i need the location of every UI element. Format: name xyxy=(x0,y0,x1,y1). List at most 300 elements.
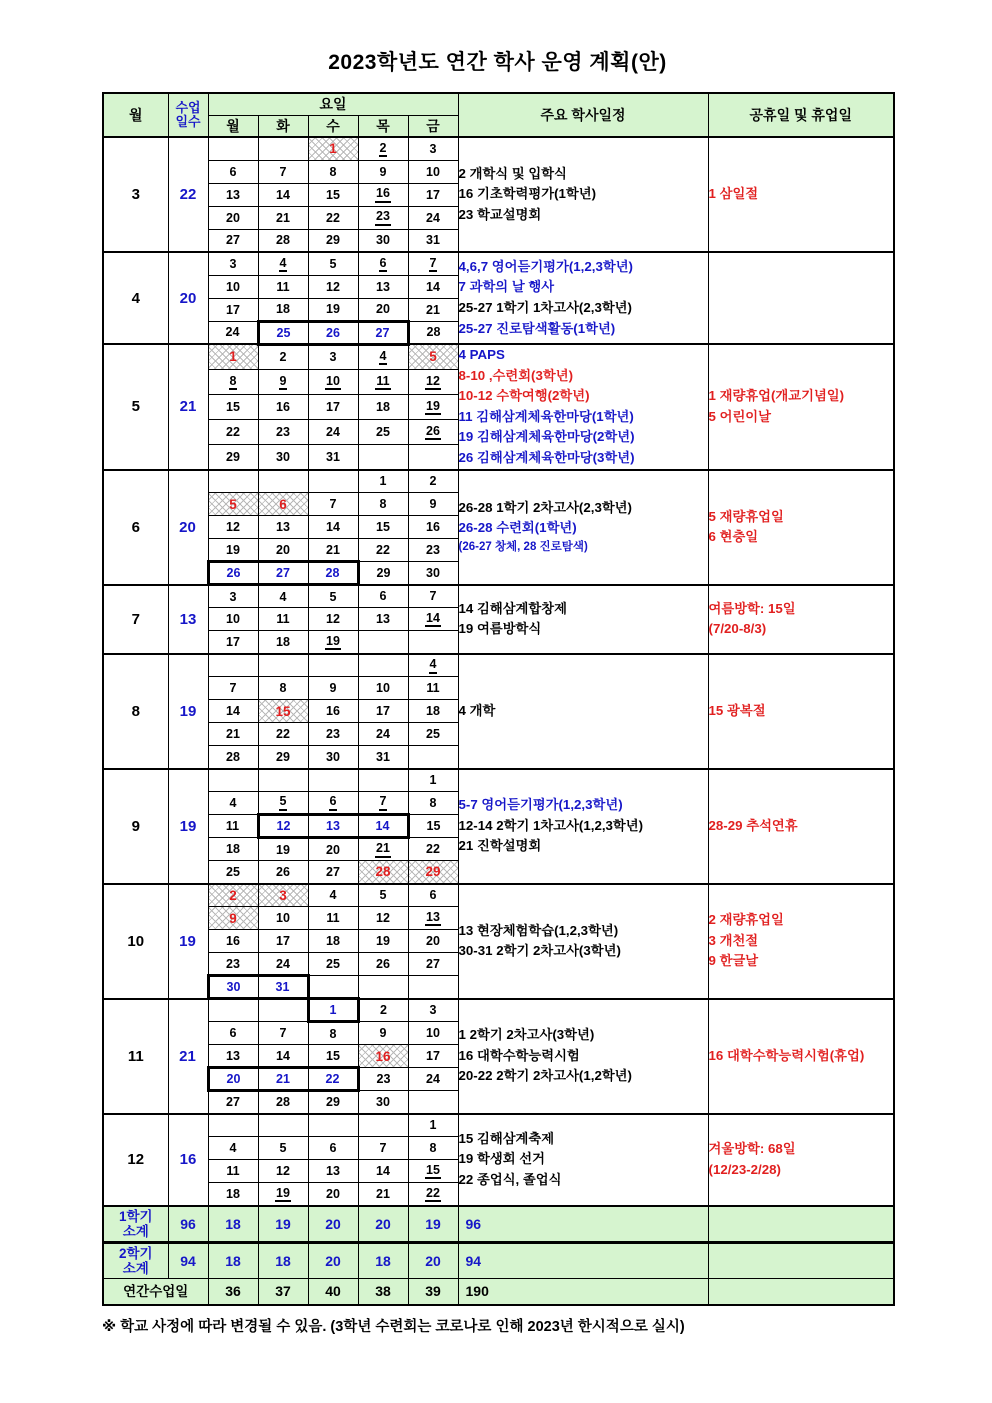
day-cell xyxy=(258,516,308,539)
day-cell xyxy=(308,321,358,344)
day-cell xyxy=(408,769,458,792)
day-cell xyxy=(408,539,458,562)
day-cell xyxy=(258,838,308,861)
day-cell-holiday xyxy=(308,137,358,160)
day-number: 6 xyxy=(429,888,437,903)
day-number: 16 xyxy=(375,1048,391,1064)
day-cell xyxy=(358,815,408,838)
day-cell xyxy=(308,746,358,769)
day-number: 24 xyxy=(225,325,240,340)
day-cell xyxy=(308,1091,358,1114)
day-cell xyxy=(308,1114,358,1137)
day-cell-holiday xyxy=(408,344,458,369)
schedule-item: 8-10 ,수련회(3학년) xyxy=(458,367,573,383)
day-number: 23 xyxy=(226,956,240,971)
day-cell xyxy=(258,631,308,654)
day-cell xyxy=(208,976,258,999)
day-cell xyxy=(208,183,258,206)
summary-label-line: 연간수업일 xyxy=(123,1283,189,1299)
day-number: 5 xyxy=(329,256,337,271)
day-cell xyxy=(208,539,258,562)
day-cell xyxy=(308,631,358,654)
day-number: 27 xyxy=(326,864,340,879)
day-cell xyxy=(258,137,308,160)
holiday-cell xyxy=(708,884,894,999)
day-cell xyxy=(408,999,458,1022)
day-number: 15 xyxy=(425,1163,441,1179)
day-number: 17 xyxy=(276,934,290,949)
day-number: 29 xyxy=(326,233,340,248)
day-number: 14 xyxy=(226,704,240,719)
day-number: 7 xyxy=(279,164,287,179)
day-number: 10 xyxy=(376,681,390,696)
day-number: 7 xyxy=(379,1141,387,1156)
day-cell xyxy=(358,654,408,677)
day-cell xyxy=(408,562,458,585)
day-number: 23 xyxy=(376,1072,391,1087)
day-cell xyxy=(408,930,458,953)
day-cell xyxy=(308,585,358,608)
schedule-cell xyxy=(458,884,708,999)
day-number: 13 xyxy=(376,279,390,294)
day-cell xyxy=(308,183,358,206)
day-number: 15 xyxy=(226,399,240,414)
day-cell xyxy=(258,677,308,700)
day-cell-holiday xyxy=(208,884,258,907)
week-row xyxy=(103,999,894,1022)
day-number: 4 xyxy=(329,888,337,903)
day-number: 21 xyxy=(376,1186,390,1201)
day-cell xyxy=(358,321,408,344)
day-number: 9 xyxy=(229,910,237,926)
day-cell xyxy=(258,275,308,298)
day-cell xyxy=(408,1137,458,1160)
schedule-item: 21 진학설명회 xyxy=(458,838,542,854)
day-cell xyxy=(308,229,358,252)
holiday-item: (7/20-8/3) xyxy=(708,621,767,637)
schedule-item: 4 PAPS xyxy=(458,347,505,362)
day-cell xyxy=(358,769,408,792)
summary-label xyxy=(103,1206,168,1243)
day-cell xyxy=(358,344,408,369)
day-cell xyxy=(208,700,258,723)
day-cell xyxy=(408,907,458,930)
day-number: 12 xyxy=(326,612,340,627)
schedule-item: 26-28 1학기 2차고사(2,3학년) xyxy=(458,499,632,515)
day-number: 12 xyxy=(226,520,240,535)
day-cell xyxy=(258,394,308,419)
col-header-holidays: 공휴일 및 휴업일 xyxy=(708,93,894,137)
day-number: 20 xyxy=(376,302,390,316)
holiday-item: 겨울방학: 68일 xyxy=(708,1141,796,1157)
day-number: 6 xyxy=(379,256,388,272)
summary-weekday-total: 18 xyxy=(258,1242,308,1278)
day-cell xyxy=(308,953,358,976)
day-cell xyxy=(358,1068,408,1091)
day-number: 26 xyxy=(226,566,241,581)
summary-schedule-total: 94 xyxy=(458,1242,708,1278)
day-number: 12 xyxy=(276,819,291,834)
day-cell xyxy=(358,1137,408,1160)
day-number: 28 xyxy=(226,749,240,764)
day-number: 4 xyxy=(229,1141,237,1156)
day-number: 9 xyxy=(329,681,337,696)
day-cell xyxy=(308,769,358,792)
day-number: 17 xyxy=(226,634,240,649)
day-cell xyxy=(208,1045,258,1068)
day-number: 8 xyxy=(229,374,238,390)
day-cell xyxy=(308,252,358,275)
day-number: 6 xyxy=(329,794,338,810)
day-number: 25 xyxy=(276,325,291,340)
day-number: 22 xyxy=(276,727,290,742)
class-days-value: 21 xyxy=(168,999,208,1114)
day-cell xyxy=(258,298,308,321)
day-cell xyxy=(258,183,308,206)
day-number: 8 xyxy=(329,164,337,179)
day-number: 11 xyxy=(276,279,290,294)
day-number: 8 xyxy=(379,497,387,512)
day-cell xyxy=(208,1183,258,1206)
day-number: 5 xyxy=(279,1141,287,1156)
day-cell xyxy=(408,1022,458,1045)
holiday-item: 9 한글날 xyxy=(708,953,759,969)
day-number: 18 xyxy=(276,634,290,649)
summary-weekday-total: 37 xyxy=(258,1279,308,1305)
weekday-header: 화 xyxy=(258,115,308,137)
holiday-item: 5 어린이날 xyxy=(708,408,771,424)
day-cell xyxy=(258,470,308,493)
summary-label-line: 소계 xyxy=(122,1223,149,1239)
summary-schedule-total: 190 xyxy=(458,1279,708,1305)
day-cell xyxy=(408,677,458,700)
day-number: 3 xyxy=(229,256,237,271)
day-cell xyxy=(258,321,308,344)
day-cell-holiday xyxy=(358,861,408,884)
day-cell xyxy=(208,1160,258,1183)
day-cell xyxy=(408,206,458,229)
day-cell xyxy=(208,585,258,608)
day-number: 2 xyxy=(229,887,237,903)
day-number: 15 xyxy=(376,520,390,535)
day-cell xyxy=(308,861,358,884)
day-cell xyxy=(258,252,308,275)
day-number: 13 xyxy=(226,1048,240,1063)
day-number: 26 xyxy=(326,325,340,340)
day-number: 4 xyxy=(279,256,288,272)
day-cell xyxy=(408,516,458,539)
day-cell xyxy=(308,1068,358,1091)
day-cell xyxy=(408,183,458,206)
weekday-header: 수 xyxy=(308,115,358,137)
day-number: 6 xyxy=(229,1026,237,1041)
day-cell xyxy=(208,516,258,539)
day-cell xyxy=(308,1045,358,1068)
day-cell xyxy=(358,1091,408,1114)
day-cell xyxy=(208,677,258,700)
day-number: 3 xyxy=(429,1003,437,1018)
day-cell xyxy=(308,608,358,631)
class-days-value: 19 xyxy=(168,654,208,769)
day-number: 21 xyxy=(426,302,440,317)
schedule-item: 5-7 영어듣기평가(1,2,3학년) xyxy=(458,797,623,813)
day-cell-holiday xyxy=(258,493,308,516)
summary-holiday-cell xyxy=(708,1206,894,1243)
week-row xyxy=(103,585,894,608)
day-number: 22 xyxy=(226,424,240,439)
day-number: 13 xyxy=(276,520,290,535)
summary-weekday-total: 18 xyxy=(208,1242,258,1278)
schedule-item: 2 개학식 및 입학식 xyxy=(458,165,567,181)
summary-label-line: 1학기 xyxy=(118,1208,153,1224)
class-days-value: 22 xyxy=(168,137,208,252)
day-cell xyxy=(308,700,358,723)
day-number: 27 xyxy=(226,233,240,248)
day-cell xyxy=(308,160,358,183)
day-cell xyxy=(258,654,308,677)
class-days-value: 19 xyxy=(168,884,208,999)
day-number: 4 xyxy=(279,589,287,604)
day-cell xyxy=(408,394,458,419)
day-cell-holiday xyxy=(208,344,258,369)
day-cell xyxy=(358,275,408,298)
day-cell xyxy=(258,976,308,999)
schedule-item: 20-22 2학기 2차고사(1,2학년) xyxy=(458,1068,632,1084)
day-cell xyxy=(208,206,258,229)
day-number: 7 xyxy=(329,497,337,512)
day-number: 16 xyxy=(426,520,440,535)
day-number: 15 xyxy=(275,703,291,719)
summary-weekday-total: 20 xyxy=(308,1206,358,1243)
day-cell xyxy=(308,369,358,394)
day-cell xyxy=(258,419,308,444)
footnote: ※ 학교 사정에 따라 변경될 수 있음. (3학년 수련회는 코로나로 인해 2023년 한시적으로 실시) xyxy=(102,1318,685,1335)
day-cell xyxy=(208,1091,258,1114)
day-cell xyxy=(258,1068,308,1091)
day-number: 8 xyxy=(329,1026,337,1041)
day-number: 12 xyxy=(276,1164,290,1179)
day-number: 30 xyxy=(276,449,290,464)
day-number: 14 xyxy=(376,1164,390,1179)
day-cell xyxy=(408,445,458,470)
day-number: 11 xyxy=(375,374,390,390)
day-cell xyxy=(208,445,258,470)
schedule-item: 19 여름방학식 xyxy=(458,621,542,637)
day-cell xyxy=(308,470,358,493)
holiday-item: 여름방학: 15일 xyxy=(708,600,796,616)
schedule-item: 16 기초학력평가(1학년) xyxy=(458,186,597,202)
holiday-cell xyxy=(708,344,894,470)
summary-weekday-total: 40 xyxy=(308,1279,358,1305)
day-cell xyxy=(308,815,358,838)
day-cell xyxy=(258,723,308,746)
day-cell xyxy=(208,470,258,493)
day-number: 11 xyxy=(326,911,340,926)
day-cell xyxy=(358,183,408,206)
summary-weekday-total: 20 xyxy=(308,1242,358,1278)
day-number: 30 xyxy=(426,565,440,580)
day-cell xyxy=(208,252,258,275)
day-cell xyxy=(408,1091,458,1114)
day-number: 30 xyxy=(226,980,241,995)
holiday-item: 2 재량휴업일 xyxy=(708,912,784,928)
day-cell xyxy=(308,445,358,470)
day-cell xyxy=(358,493,408,516)
day-cell xyxy=(408,321,458,344)
day-number: 21 xyxy=(226,727,240,742)
day-number: 21 xyxy=(276,210,290,225)
day-cell xyxy=(308,838,358,861)
month-label: 9 xyxy=(103,769,168,884)
holiday-cell xyxy=(708,654,894,769)
day-number: 24 xyxy=(426,1072,440,1087)
summary-weekday-total: 39 xyxy=(408,1279,458,1305)
schedule-item: 12-14 2학기 1차고사(1,2,3학년) xyxy=(458,817,644,833)
day-cell xyxy=(208,861,258,884)
day-cell xyxy=(208,999,258,1022)
day-cell xyxy=(358,953,408,976)
day-number: 26 xyxy=(376,957,390,972)
day-cell xyxy=(408,608,458,631)
day-number: 19 xyxy=(226,542,240,557)
day-number: 21 xyxy=(276,1072,290,1087)
class-days-value: 21 xyxy=(168,344,208,470)
day-cell xyxy=(258,1114,308,1137)
day-number: 3 xyxy=(279,887,287,903)
day-number: 13 xyxy=(326,1164,340,1179)
day-cell xyxy=(358,976,408,999)
class-days-value: 20 xyxy=(168,470,208,585)
summary-weekday-total: 20 xyxy=(408,1242,458,1278)
day-number: 13 xyxy=(326,819,340,834)
summary-label xyxy=(103,1242,168,1278)
day-number: 16 xyxy=(276,399,290,414)
day-number: 18 xyxy=(226,842,240,857)
day-number: 31 xyxy=(376,749,390,764)
day-cell xyxy=(408,298,458,321)
day-number: 7 xyxy=(429,256,438,272)
day-number: 28 xyxy=(375,864,391,880)
header-row-1 xyxy=(103,93,894,115)
day-number: 7 xyxy=(279,1026,287,1041)
day-number: 3 xyxy=(229,589,237,604)
day-cell xyxy=(258,160,308,183)
schedule-item: 19 김해삼계체육한마당(2학년) xyxy=(458,429,635,445)
summary-row xyxy=(103,1279,894,1305)
day-number: 8 xyxy=(429,1141,437,1156)
month-label: 7 xyxy=(103,585,168,654)
day-number: 25 xyxy=(226,864,240,879)
summary-weekday-total: 20 xyxy=(358,1206,408,1243)
day-number: 1 xyxy=(379,474,387,489)
day-number: 7 xyxy=(229,681,237,696)
day-number: 18 xyxy=(426,704,440,719)
day-cell xyxy=(308,907,358,930)
day-number: 22 xyxy=(425,1186,441,1202)
day-cell xyxy=(408,1068,458,1091)
day-cell xyxy=(358,160,408,183)
holiday-item: 16 대학수학능력시험(휴업) xyxy=(708,1047,865,1063)
day-number: 20 xyxy=(226,1072,241,1087)
schedule-item: 1 2학기 2차고사(3학년) xyxy=(458,1027,595,1043)
summary-label-line: 2학기 xyxy=(118,1245,153,1261)
day-number: 18 xyxy=(276,302,290,316)
day-number: 14 xyxy=(326,520,340,535)
day-number: 9 xyxy=(379,164,387,179)
day-cell xyxy=(258,445,308,470)
day-number: 21 xyxy=(375,841,391,857)
day-cell xyxy=(408,884,458,907)
day-number: 17 xyxy=(426,1049,440,1064)
day-cell xyxy=(208,562,258,585)
day-number: 29 xyxy=(226,449,240,464)
day-cell xyxy=(308,516,358,539)
day-cell xyxy=(358,723,408,746)
day-number: 13 xyxy=(425,910,441,926)
day-cell xyxy=(408,953,458,976)
day-cell xyxy=(308,654,358,677)
day-cell-holiday xyxy=(258,700,308,723)
day-number: 20 xyxy=(226,210,240,225)
day-cell xyxy=(208,137,258,160)
day-cell xyxy=(308,677,358,700)
day-cell xyxy=(408,746,458,769)
day-number: 18 xyxy=(326,934,340,949)
day-number: 30 xyxy=(376,1094,390,1109)
day-number: 10 xyxy=(276,911,290,926)
day-cell xyxy=(208,792,258,815)
day-cell xyxy=(258,1022,308,1045)
day-cell xyxy=(308,419,358,444)
day-cell xyxy=(258,539,308,562)
day-number: 16 xyxy=(326,704,340,719)
day-cell xyxy=(208,838,258,861)
day-number: 9 xyxy=(279,374,288,390)
day-cell xyxy=(408,493,458,516)
day-cell xyxy=(408,1160,458,1183)
day-cell xyxy=(208,608,258,631)
schedule-item: 15 김해삼계축제 xyxy=(458,1130,555,1146)
day-cell xyxy=(358,539,408,562)
summary-holiday-cell xyxy=(708,1279,894,1305)
summary-semester-total: 96 xyxy=(168,1206,208,1243)
day-cell xyxy=(308,344,358,369)
day-cell xyxy=(358,562,408,585)
day-cell xyxy=(358,608,408,631)
summary-label-line: 소계 xyxy=(122,1260,149,1276)
day-number: 27 xyxy=(426,957,440,972)
day-cell xyxy=(258,562,308,585)
week-row xyxy=(103,1114,894,1137)
day-number: 3 xyxy=(329,350,337,365)
col-header-schedule: 주요 학사일정 xyxy=(458,93,708,137)
day-number: 29 xyxy=(425,864,441,880)
day-cell xyxy=(208,160,258,183)
day-cell xyxy=(358,516,408,539)
week-row xyxy=(103,654,894,677)
day-cell xyxy=(308,792,358,815)
day-cell xyxy=(308,275,358,298)
day-cell xyxy=(358,1114,408,1137)
day-cell xyxy=(258,953,308,976)
day-cell xyxy=(358,252,408,275)
academic-calendar-table xyxy=(102,92,895,1306)
schedule-item: 19 학생회 선거 xyxy=(458,1151,545,1167)
weekday-header: 월 xyxy=(208,115,258,137)
day-number: 1 xyxy=(429,773,437,788)
day-cell xyxy=(308,1183,358,1206)
day-number: 7 xyxy=(379,794,388,810)
